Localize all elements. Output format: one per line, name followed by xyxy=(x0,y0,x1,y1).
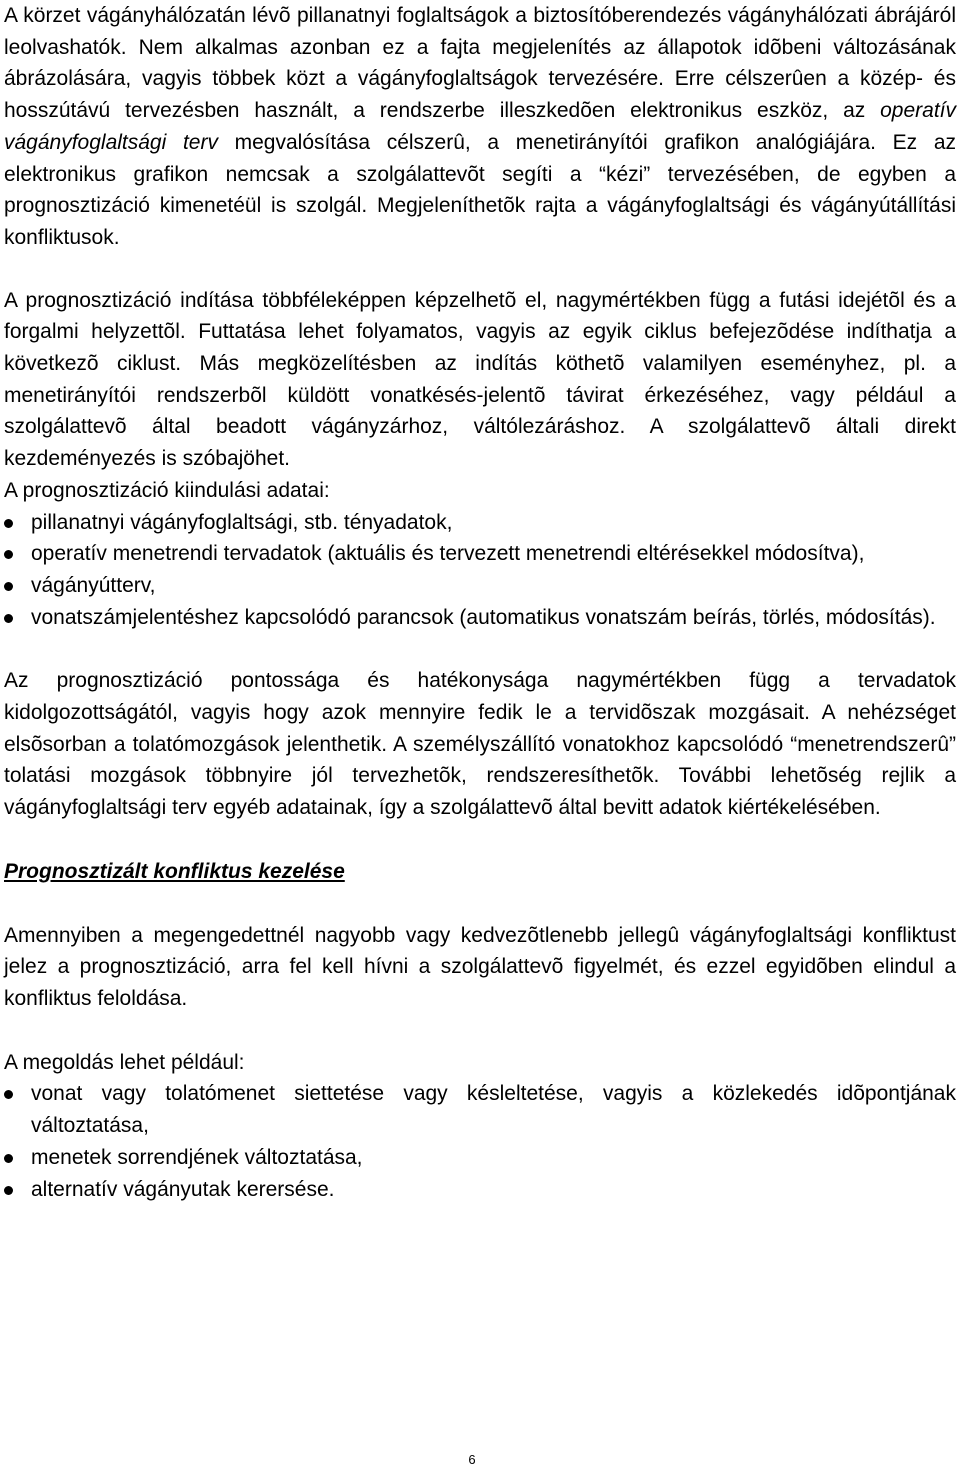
list-item xyxy=(4,570,956,602)
paragraph xyxy=(4,0,956,254)
paragraph xyxy=(4,1047,956,1079)
page-number: 6 xyxy=(468,1452,476,1467)
bullet-list xyxy=(4,507,956,634)
bullet-icon xyxy=(4,519,13,528)
bullet-icon xyxy=(4,582,13,591)
bullet-icon xyxy=(4,614,13,623)
bullet-icon xyxy=(4,1186,13,1195)
list-item-text: menetek sorrendjének változtatása, xyxy=(31,1145,363,1169)
paragraph xyxy=(4,920,956,1015)
paragraph xyxy=(4,285,956,475)
list-item xyxy=(4,507,956,539)
list-item-text: vonatszámjelentéshez kapcsolódó parancsok (automatikus vonatszám beírás, törlés, módosítás). xyxy=(31,605,936,629)
list-item-text: alternatív vágányutak kerersése. xyxy=(31,1177,335,1201)
list-item xyxy=(4,602,956,634)
emphasized-text: operatív vágányfoglaltsági terv xyxy=(4,99,956,154)
text-run: A prognosztizáció indítása többféleképpen képzelhetõ el, nagymértékben függ a futási idejétõl és a forgalmi helyzettõl. Futtatása lehet folyamatos, vagyis az egyik ciklus befejezõdése indíthatja a következõ ciklust. Más megközelítésben az indítás köthetõ valamilyen eseményhez, pl. a menetirányítói rendszerbõl küldött vonatkésés-jelentõ távirat érkezéséhez, vagy például a szolgálattevõ által beadott vágányzárhoz, váltólezáráshoz. A szolgálattevõ általi direkt kezdeményezés is szóbajöhet. xyxy=(4,288,956,471)
list-item-text: pillanatnyi vágányfoglaltsági, stb. tényadatok, xyxy=(31,510,453,534)
list-item xyxy=(4,1174,956,1206)
list-item-text: vágányútterv, xyxy=(31,573,156,597)
list-item-text: vonat vagy tolatómenet siettetése vagy késleltetése, vagyis a közlekedés idõpontjának változtatása, xyxy=(31,1082,956,1138)
text-run: megvalósítása célszerû, a menetirányítói grafikon analógiájára. Ez az elektronikus grafikon nemcsak a szolgálattevõt segíti a “kézi” tervezésében, de egyben a prognosztizáció kimenetéül is szolgál. Megjeleníthetõk rajta a vágányfoglaltsági és vágányútállítási konfliktusok. xyxy=(4,130,957,249)
list-item xyxy=(4,538,956,570)
paragraph xyxy=(4,665,956,824)
text-run: A megoldás lehet például: xyxy=(4,1050,245,1074)
bullet-icon xyxy=(4,1090,13,1099)
text-run: Az prognosztizáció pontossága és hatékonysága nagymértékben függ a tervadatok kidolgozottságától, vagyis hogy azok mennyire fedik le a tervidõszak mozgásait. A nehézséget elsõsorban a tolatómozgások jelenthetik. A személyszállító vonatokhoz kapcsolódó “menetrendszerû” tolatási mozgások többnyire jól tervezhetõk, rendszeresíthetõk. További lehetõség rejlik a vágányfoglaltsági terv egyéb adatainak, így a szolgálattevõ által bevitt adatok kiértékelésében. xyxy=(4,669,956,820)
list-item xyxy=(4,1142,956,1174)
paragraph xyxy=(4,475,956,507)
text-run: Amennyiben a megengedettnél nagyobb vagy kedvezõtlenebb jellegû vágányfoglaltsági konfliktust jelez a prognosztizáció, arra fel kell hívni a szolgálattevõ figyelmét, és ezzel egyidõben elindul a konfliktus feloldása. xyxy=(4,923,956,1010)
document-page xyxy=(4,0,956,1205)
section-heading xyxy=(4,856,956,888)
text-run: Prognosztizált konfliktus kezelése xyxy=(4,859,345,883)
text-run: A körzet vágányhálózatán lévõ pillanatnyi foglaltságok a biztosítóberendezés vágányhálózati ábrájáról leolvashatók. Nem alkalmas azonban ez a fajta megjelenítés az állapotok idõbeni változásának ábrázolására, vagyis többek közt a vágányfoglaltságok tervezésére. Erre célszerûen a közép- és hosszútávú tervezésben használt, a rendszerbe illeszkedõen elektronikus eszköz, az xyxy=(4,4,956,123)
text-run: A prognosztizáció kiindulási adatai: xyxy=(4,478,330,502)
list-item-text: operatív menetrendi tervadatok (aktuális és tervezett menetrendi eltérésekkel módosítva), xyxy=(31,542,865,566)
bullet-icon xyxy=(4,550,13,559)
list-item xyxy=(4,1078,956,1141)
bullet-list xyxy=(4,1078,956,1205)
bullet-icon xyxy=(4,1154,13,1163)
